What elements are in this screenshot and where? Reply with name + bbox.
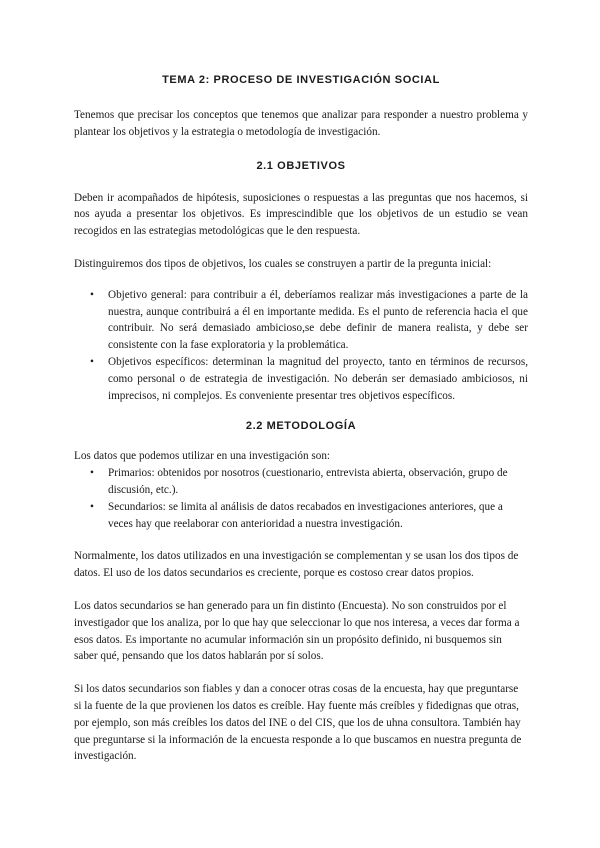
metodologia-list [74,465,528,532]
section-heading-objetivos: 2.1 OBJETIVOS [256,159,346,172]
metodologia-paragraph-4: Si los datos secundarios son fiables y dan a conocer otras cosas de la encuesta, hay que preguntarse si la fuente de la que provienen los datos es creíble. Hay fuente más creíbles y fidedignas que otras, por ejemplo, son más creíbles los datos del INE o del CIS, que los de uhna consultora. También hay que preguntarse si la información de la encuesta responde a lo que buscamos en nuestra pregunta de investigación. [74,683,522,763]
page-title: TEMA 2: PROCESO DE INVESTIGACIÓN SOCIAL [162,74,440,86]
objetivos-paragraph-1: Deben ir acompañados de hipótesis, suposiciones o respuestas a las preguntas que nos hacemos, si nos ayuda a presentar los objetivos. Es imprescindible que los objetivos de un estudio se vean recogidos en las estrategias metodológicas que le den respuesta. [74,191,528,238]
document-page [74,70,528,765]
list-item: • Objetivos específicos: determinan la magnitud del proyecto, tanto en términos de recursos, como personal o de estrategia de investigación. No deberán ser demasiado ambiciosos, ni imprecisos, ni complejos. Es conveniente presentar tres objetivos específicos. [108,354,528,404]
list-item: • Primarios: obtenidos por nosotros (cuestionario, entrevista abierta, observación, grupo de discusión, etc.). [108,465,528,499]
section-heading-metodologia: 2.2 METODOLOGÍA [245,420,357,433]
intro-paragraph: Tenemos que precisar los conceptos que tenemos que analizar para responder a nuestro problema y plantear los objetivos y la estrategia o metodología de investigación. [74,109,528,138]
objetivos-list [74,287,528,405]
list-item: • Objetivo general: para contribuir a él, deberíamos realizar más investigaciones a parte de la nuestra, aunque contribuirá a él en importante medida. Es el punto de referencia hacia el que contribuir. No será demasiado ambicioso,se debe definir de manera realista, y debe ser consistente con la fase exploratoria y la problemática. [108,287,528,354]
objetivos-paragraph-2: Distinguiremos dos tipos de objetivos, los cuales se construyen a partir de la pregunta inicial: [74,257,492,270]
metodologia-paragraph-2: Normalmente, los datos utilizados en una investigación se complementan y se usan los dos tipos de datos. El uso de los datos secundarios es creciente, porque es costoso crear datos propios. [74,550,519,580]
metodologia-paragraph-3: Los datos secundarios se han generado para un fin distinto (Encuesta). No son construidos por el investigador que los analiza, por lo que hay que seleccionar lo que nos interesa, a veces dar forma a esos datos. Es importante no acumular información sin un propósito definido, ni busquemos sin saber qué, pensando que los datos hablarán por sí solos. [74,599,520,663]
list-item: • Secundarios: se limita al análisis de datos recabados en investigaciones anteriores, que a veces hay que reelaborar con anterioridad a nuestra investigación. [108,499,528,533]
metodologia-paragraph-1: Los datos que podemos utilizar en una investigación son: [74,450,331,463]
